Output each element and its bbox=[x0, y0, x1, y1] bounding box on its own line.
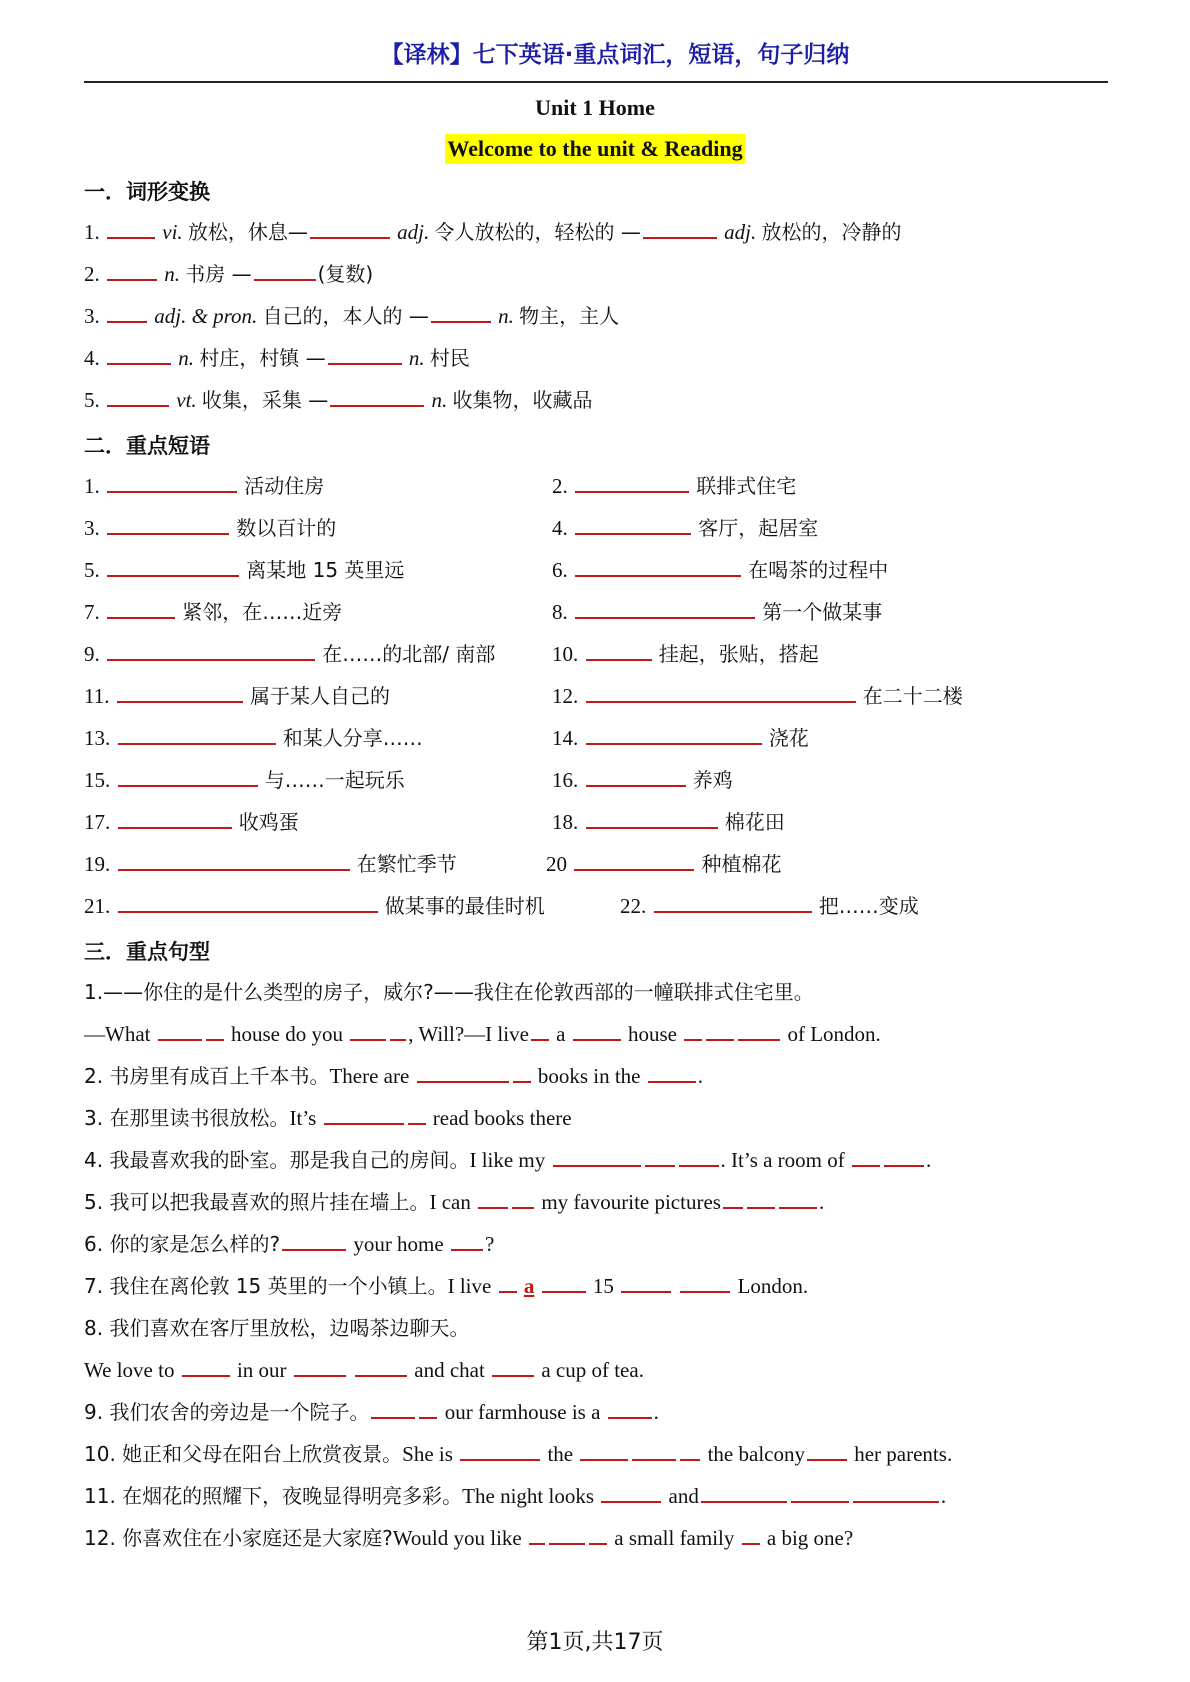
blank[interactable] bbox=[701, 1483, 787, 1503]
blank[interactable] bbox=[513, 1063, 531, 1083]
blank[interactable] bbox=[107, 473, 237, 493]
blank[interactable] bbox=[632, 1441, 676, 1461]
pos-label: n. bbox=[498, 304, 514, 328]
pos-label: n. bbox=[178, 346, 194, 370]
phrase-meaning: 数以百计的 bbox=[236, 516, 337, 540]
blank[interactable] bbox=[117, 683, 243, 703]
blank[interactable] bbox=[371, 1399, 415, 1419]
sentence-text: read books there bbox=[432, 1106, 572, 1130]
sentence-text: Would you like bbox=[392, 1526, 522, 1550]
sentence-text: your home bbox=[353, 1232, 444, 1256]
phrase-meaning: 在二十二楼 bbox=[862, 684, 963, 708]
pos-label: adj. & pron. bbox=[154, 304, 258, 328]
phrase-item bbox=[84, 556, 404, 584]
item-number: 1. bbox=[84, 474, 100, 498]
blank[interactable] bbox=[586, 767, 686, 787]
sentence-item bbox=[84, 1104, 572, 1132]
pos-label: adj. bbox=[397, 220, 430, 244]
sentence-chinese: 11. 在烟花的照耀下，夜晚显得明亮多彩。 bbox=[84, 1484, 463, 1508]
item-number: 12. bbox=[552, 684, 579, 708]
blank[interactable] bbox=[118, 893, 378, 913]
item-number: 15. bbox=[84, 768, 111, 792]
item-number: 11. bbox=[84, 684, 110, 708]
blank[interactable] bbox=[680, 1273, 730, 1293]
blank[interactable] bbox=[107, 387, 169, 407]
phrase-meaning: 浇花 bbox=[768, 726, 809, 750]
phrase-item bbox=[552, 724, 809, 752]
section-heading-word-forms: 一．词形变换 bbox=[84, 180, 210, 204]
sentence-text: . bbox=[818, 1190, 825, 1214]
sentence-item bbox=[84, 1188, 824, 1216]
meaning: 放松的，冷静的 bbox=[761, 220, 902, 244]
phrase-meaning: 和某人分享…… bbox=[282, 726, 423, 750]
meaning: 自己的，本人的 — bbox=[262, 304, 429, 328]
sentence-chinese: 5. 我可以把我最喜欢的照片挂在墙上。 bbox=[84, 1190, 430, 1214]
blank[interactable] bbox=[118, 725, 276, 745]
phrase-item bbox=[84, 640, 495, 668]
pos-label: adj. bbox=[724, 220, 757, 244]
blank[interactable] bbox=[254, 261, 316, 281]
pos-label: n. bbox=[431, 388, 448, 412]
blank[interactable] bbox=[643, 219, 717, 239]
pos-label: vt. bbox=[176, 388, 197, 412]
blank[interactable] bbox=[492, 1357, 534, 1377]
section-heading-phrases: 二．重点短语 bbox=[84, 434, 210, 458]
blank[interactable] bbox=[853, 1483, 939, 1503]
phrase-meaning: 棉花田 bbox=[724, 810, 785, 834]
filled-answer: a bbox=[523, 1274, 535, 1298]
blank[interactable] bbox=[580, 1441, 628, 1461]
sentence-text: , Will?—I live bbox=[408, 1022, 529, 1046]
blank[interactable] bbox=[601, 1483, 661, 1503]
phrase-item bbox=[620, 892, 919, 920]
blank[interactable] bbox=[310, 219, 390, 239]
sentence-text: a big one? bbox=[766, 1526, 854, 1550]
phrase-item bbox=[84, 724, 423, 752]
sentence-text: house bbox=[627, 1022, 677, 1046]
blank[interactable] bbox=[586, 809, 718, 829]
phrase-meaning: 在……的北部/ 南部 bbox=[322, 642, 496, 666]
meaning: 物主，主人 bbox=[519, 304, 620, 328]
item-number: 6. bbox=[552, 558, 568, 582]
blank[interactable] bbox=[512, 1189, 534, 1209]
item-number: 5. bbox=[84, 558, 100, 582]
word-form-item bbox=[84, 260, 373, 288]
item-number: 2. bbox=[84, 262, 100, 286]
sentence-item bbox=[84, 1272, 808, 1300]
blank[interactable] bbox=[350, 1021, 386, 1041]
meaning: (复数) bbox=[317, 262, 374, 286]
phrase-item bbox=[84, 514, 336, 542]
word-form-item bbox=[84, 302, 619, 330]
sentence-chinese: 3. 在那里读书很放松。 bbox=[84, 1106, 290, 1130]
blank[interactable] bbox=[575, 557, 741, 577]
phrase-item bbox=[552, 640, 819, 668]
header-divider bbox=[84, 81, 1108, 83]
pos-label: vi. bbox=[162, 220, 183, 244]
word-form-item bbox=[84, 344, 470, 372]
blank[interactable] bbox=[680, 1441, 700, 1461]
sentence-text: . bbox=[697, 1064, 703, 1088]
blank[interactable] bbox=[586, 683, 856, 703]
blank[interactable] bbox=[206, 1021, 224, 1041]
blank[interactable] bbox=[355, 1357, 407, 1377]
document-header-title: 【译林】七下英语·重点词汇，短语，句子归纳 bbox=[380, 42, 850, 68]
blank[interactable] bbox=[417, 1063, 509, 1083]
blank[interactable] bbox=[884, 1147, 924, 1167]
blank[interactable] bbox=[419, 1399, 437, 1419]
sentence-text: house do you bbox=[230, 1022, 343, 1046]
blank[interactable] bbox=[573, 1021, 621, 1041]
sentence-chinese: 6. 你的家是怎么样的? bbox=[84, 1232, 281, 1256]
word-form-item bbox=[84, 386, 593, 414]
phrase-item bbox=[84, 598, 342, 626]
meaning: 收集，采集 — bbox=[201, 388, 329, 412]
sentence-text: 15 bbox=[592, 1274, 614, 1298]
blank[interactable] bbox=[158, 1021, 202, 1041]
item-number: 17. bbox=[84, 810, 111, 834]
sentence-text: in our bbox=[236, 1358, 287, 1382]
sentence-text: my favourite pictures bbox=[541, 1190, 721, 1214]
sentence-text: and bbox=[668, 1484, 699, 1508]
phrase-meaning: 在喝茶的过程中 bbox=[748, 558, 889, 582]
blank[interactable] bbox=[608, 1399, 652, 1419]
phrase-meaning: 客厅，起居室 bbox=[698, 516, 819, 540]
item-number: 2. bbox=[552, 474, 568, 498]
sentence-text: . bbox=[653, 1400, 659, 1424]
item-number: 22. bbox=[620, 894, 647, 918]
sentence-text: London. bbox=[737, 1274, 809, 1298]
page-number: 第1页,共17页 bbox=[526, 1630, 664, 1655]
blank[interactable] bbox=[549, 1525, 585, 1545]
blank[interactable] bbox=[706, 1021, 734, 1041]
section-subtitle: Welcome to the unit & Reading bbox=[445, 134, 744, 164]
item-number: 10. bbox=[552, 642, 579, 666]
meaning: 令人放松的，轻松的 — bbox=[434, 220, 641, 244]
sentence-item bbox=[84, 1356, 644, 1384]
meaning: 放松，休息— bbox=[187, 220, 308, 244]
sentence-text: It’s bbox=[289, 1106, 317, 1130]
phrase-item bbox=[84, 850, 457, 878]
unit-title: Unit 1 Home bbox=[535, 95, 655, 120]
blank[interactable] bbox=[107, 641, 315, 661]
item-number: 8. bbox=[552, 600, 568, 624]
phrase-meaning: 做某事的最佳时机 bbox=[384, 894, 545, 918]
sentence-text: We love to bbox=[84, 1358, 175, 1382]
item-number: 7. bbox=[84, 600, 100, 624]
sentence-item bbox=[84, 1524, 853, 1552]
sentence-text: our farmhouse is a bbox=[444, 1400, 601, 1424]
item-number: 20 bbox=[546, 852, 567, 876]
sentence-text: The night looks bbox=[462, 1484, 594, 1508]
sentence-text: and chat bbox=[414, 1358, 485, 1382]
item-number: 18. bbox=[552, 810, 579, 834]
blank[interactable] bbox=[654, 893, 812, 913]
blank[interactable] bbox=[431, 303, 491, 323]
phrase-item bbox=[552, 808, 785, 836]
sentence-item bbox=[84, 1482, 946, 1510]
phrase-item bbox=[552, 472, 796, 500]
blank[interactable] bbox=[118, 851, 350, 871]
blank[interactable] bbox=[575, 473, 689, 493]
phrase-meaning: 紧邻，在……近旁 bbox=[182, 600, 343, 624]
sentence-text: a cup of tea. bbox=[541, 1358, 644, 1382]
phrase-meaning: 收鸡蛋 bbox=[238, 810, 299, 834]
blank[interactable] bbox=[586, 641, 652, 661]
phrase-item bbox=[84, 892, 545, 920]
phrase-meaning: 挂起，张贴，搭起 bbox=[658, 642, 819, 666]
meaning: 村庄，村镇 — bbox=[199, 346, 326, 370]
blank[interactable] bbox=[553, 1147, 641, 1167]
sentence-text: . bbox=[926, 1148, 932, 1172]
blank[interactable] bbox=[589, 1525, 607, 1545]
blank[interactable] bbox=[282, 1231, 346, 1251]
sentence-text: ? bbox=[484, 1232, 495, 1256]
blank[interactable] bbox=[324, 1105, 404, 1125]
sentence-text: —What bbox=[84, 1022, 151, 1046]
sentence-text: . It’s a room of bbox=[720, 1148, 845, 1172]
sentence-chinese: 7. 我住在离伦敦 15 英里的一个小镇上。 bbox=[84, 1274, 448, 1298]
item-number: 3. bbox=[84, 516, 100, 540]
phrase-item bbox=[552, 556, 888, 584]
sentence-item bbox=[84, 1440, 952, 1468]
blank[interactable] bbox=[542, 1273, 586, 1293]
meaning: 书房 — bbox=[185, 262, 252, 286]
sentence-chinese: 2. 书房里有成百上千本书。 bbox=[84, 1064, 330, 1088]
sentence-text: the balcony bbox=[707, 1442, 805, 1466]
phrase-item bbox=[84, 682, 390, 710]
sentence-text: a bbox=[556, 1022, 566, 1046]
meaning: 收集物，收藏品 bbox=[452, 388, 593, 412]
blank[interactable] bbox=[742, 1525, 760, 1545]
sentence-chinese: 10. 她正和父母在阳台上欣赏夜景。 bbox=[84, 1442, 403, 1466]
blank[interactable] bbox=[408, 1105, 426, 1125]
sentence-text: I like my bbox=[469, 1148, 546, 1172]
phrase-item bbox=[84, 808, 299, 836]
blank[interactable] bbox=[460, 1441, 540, 1461]
blank[interactable] bbox=[574, 851, 694, 871]
sentence-text: a small family bbox=[614, 1526, 735, 1550]
blank[interactable] bbox=[107, 599, 175, 619]
blank[interactable] bbox=[575, 599, 755, 619]
sentence-chinese: 9. 我们农舍的旁边是一个院子。 bbox=[84, 1400, 370, 1424]
blank[interactable] bbox=[738, 1021, 780, 1041]
blank[interactable] bbox=[294, 1357, 346, 1377]
item-number: 14. bbox=[552, 726, 579, 750]
sentence-text: There are bbox=[329, 1064, 410, 1088]
word-form-item bbox=[84, 218, 901, 246]
sentence-item bbox=[84, 1230, 494, 1258]
phrase-meaning: 属于某人自己的 bbox=[249, 684, 390, 708]
sentence-text: . bbox=[940, 1484, 947, 1508]
sentence-text: the bbox=[547, 1442, 574, 1466]
phrase-meaning: 在繁忙季节 bbox=[356, 852, 457, 876]
sentence-item bbox=[84, 1020, 881, 1048]
blank[interactable] bbox=[118, 809, 232, 829]
blank[interactable] bbox=[478, 1189, 508, 1209]
meaning: 村民 bbox=[429, 346, 470, 370]
phrase-item bbox=[552, 598, 882, 626]
sentence-text: books in the bbox=[537, 1064, 641, 1088]
sentence-item bbox=[84, 1062, 703, 1090]
sentence-text: She is bbox=[402, 1442, 453, 1466]
blank[interactable] bbox=[684, 1021, 702, 1041]
sentence-chinese: 8. 我们喜欢在客厅里放松，边喝茶边聊天。 bbox=[84, 1316, 470, 1340]
blank[interactable] bbox=[107, 345, 171, 365]
phrase-item bbox=[84, 472, 324, 500]
phrase-item bbox=[546, 850, 782, 878]
blank[interactable] bbox=[390, 1021, 406, 1041]
blank[interactable] bbox=[529, 1525, 545, 1545]
phrase-item bbox=[552, 766, 733, 794]
blank[interactable] bbox=[779, 1189, 817, 1209]
phrase-meaning: 活动住房 bbox=[244, 474, 325, 498]
blank[interactable] bbox=[807, 1441, 847, 1461]
item-number: 13. bbox=[84, 726, 111, 750]
phrase-item bbox=[84, 766, 405, 794]
blank[interactable] bbox=[182, 1357, 230, 1377]
blank[interactable] bbox=[107, 219, 155, 239]
pos-label: n. bbox=[408, 346, 425, 370]
blank[interactable] bbox=[499, 1273, 517, 1293]
blank[interactable] bbox=[586, 725, 762, 745]
sentence-item bbox=[84, 1146, 931, 1174]
blank[interactable] bbox=[791, 1483, 849, 1503]
item-number: 4. bbox=[84, 346, 100, 370]
sentence-chinese: 1.——你住的是什么类型的房子，威尔?——我住在伦敦西部的一幢联排式住宅里。 bbox=[84, 980, 814, 1004]
phrase-item bbox=[552, 682, 963, 710]
blank[interactable] bbox=[107, 557, 239, 577]
blank[interactable] bbox=[118, 767, 258, 787]
pos-label: n. bbox=[164, 262, 180, 286]
blank[interactable] bbox=[107, 515, 229, 535]
blank[interactable] bbox=[648, 1063, 696, 1083]
blank[interactable] bbox=[621, 1273, 671, 1293]
blank[interactable] bbox=[679, 1147, 719, 1167]
sentence-item bbox=[84, 1398, 659, 1426]
item-number: 3. bbox=[84, 304, 100, 328]
item-number: 4. bbox=[552, 516, 568, 540]
phrase-item bbox=[552, 514, 818, 542]
phrase-meaning: 种植棉花 bbox=[701, 852, 782, 876]
item-number: 9. bbox=[84, 642, 100, 666]
blank[interactable] bbox=[330, 387, 424, 407]
item-number: 16. bbox=[552, 768, 579, 792]
phrase-meaning: 与……一起玩乐 bbox=[264, 768, 405, 792]
blank[interactable] bbox=[107, 303, 147, 323]
sentence-chinese: 12. 你喜欢住在小家庭还是大家庭? bbox=[84, 1526, 393, 1550]
item-number: 19. bbox=[84, 852, 111, 876]
phrase-meaning: 离某地 15 英里远 bbox=[246, 558, 405, 582]
blank[interactable] bbox=[747, 1189, 775, 1209]
section-heading-sentences: 三．重点句型 bbox=[84, 940, 210, 964]
blank[interactable] bbox=[328, 345, 402, 365]
sentence-text: of London. bbox=[787, 1022, 881, 1046]
blank[interactable] bbox=[645, 1147, 675, 1167]
item-number: 21. bbox=[84, 894, 111, 918]
sentence-chinese: 4. 我最喜欢我的卧室。那是我自己的房间。 bbox=[84, 1148, 470, 1172]
item-number: 5. bbox=[84, 388, 100, 412]
blank[interactable] bbox=[852, 1147, 880, 1167]
blank[interactable] bbox=[723, 1189, 743, 1209]
sentence-text: her parents. bbox=[854, 1442, 953, 1466]
sentence-text: I can bbox=[429, 1190, 471, 1214]
phrase-meaning: 养鸡 bbox=[692, 768, 733, 792]
item-number: 1. bbox=[84, 220, 100, 244]
blank[interactable] bbox=[107, 261, 157, 281]
blank[interactable] bbox=[575, 515, 691, 535]
blank[interactable] bbox=[531, 1021, 549, 1041]
phrase-meaning: 联排式住宅 bbox=[696, 474, 797, 498]
phrase-meaning: 把……变成 bbox=[818, 894, 919, 918]
phrase-meaning: 第一个做某事 bbox=[762, 600, 883, 624]
blank[interactable] bbox=[451, 1231, 483, 1251]
sentence-text: I live bbox=[447, 1274, 492, 1298]
